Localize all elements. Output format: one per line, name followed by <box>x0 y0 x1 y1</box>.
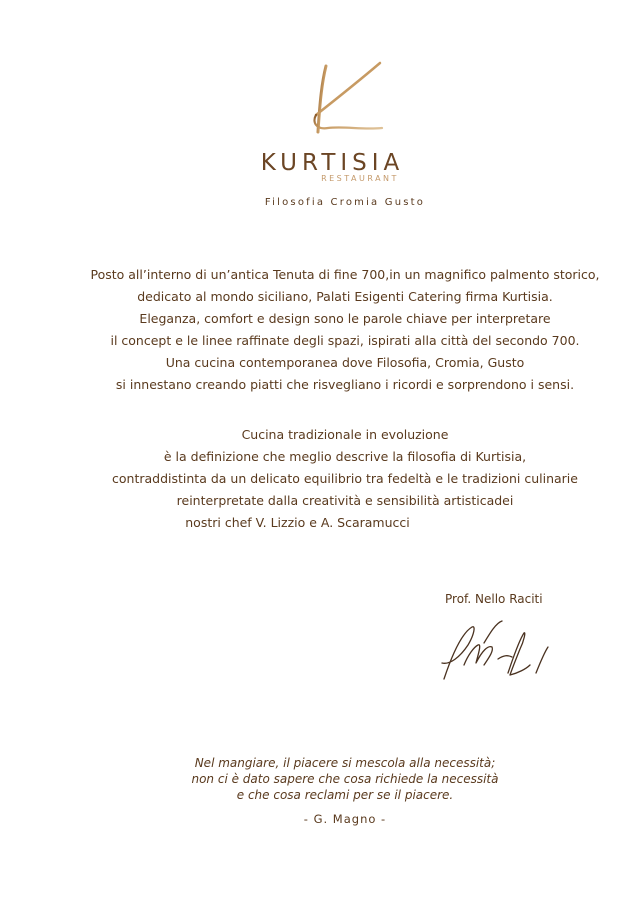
philosophy-line: contraddistinta da un delicato equilibrio tra fedeltà e le tradizioni culinarie <box>112 471 578 486</box>
quote-line: Nel mangiare, il piacere si mescola alla necessità; <box>194 756 496 770</box>
philosophy-line: Cucina tradizionale in evoluzione <box>241 427 449 442</box>
intro-paragraph <box>0 264 640 396</box>
signer-name: Prof. Nello Raciti <box>445 592 543 606</box>
intro-line: Posto all’interno di un’antica Tenuta di fine 700,in un magnifico palmento storico, <box>90 267 600 282</box>
intro-line: il concept e le linee raffinate degli spazi, ispirati alla città del secondo 700. <box>110 333 580 348</box>
philosophy-line: nostri chef V. Lizzio e A. Scaramucci <box>185 515 410 530</box>
brand-subtitle: RESTAURANT <box>321 174 399 183</box>
quote-line: e che cosa reclami per se il piacere. <box>236 788 454 802</box>
intro-line: Una cucina contemporanea dove Filosofia, Cromia, Gusto <box>165 355 525 370</box>
intro-line: Eleganza, comfort e design sono le parole chiave per interpretare <box>139 311 551 326</box>
philosophy-line: è la definizione che meglio descrive la filosofia di Kurtisia, <box>163 449 527 464</box>
brand-tagline: Filosofia Cromia Gusto <box>264 197 426 208</box>
brand-name: KURTISIA <box>260 150 405 176</box>
philosophy-paragraph <box>0 424 640 534</box>
k-monogram-icon <box>300 60 390 140</box>
handwritten-signature-icon <box>438 615 553 685</box>
intro-line: si innestano creando piatti che risvegliano i ricordi e sorprendono i sensi. <box>115 377 575 392</box>
quote <box>0 755 640 803</box>
philosophy-line: reinterpretate dalla creatività e sensibilità artisticadei <box>176 493 514 508</box>
quote-author: - G. Magno - <box>303 812 387 826</box>
quote-line: non ci è dato sapere che cosa richiede la necessità <box>191 772 499 786</box>
intro-line: dedicato al mondo siciliano, Palati Esigenti Catering firma Kurtisia. <box>137 289 553 304</box>
